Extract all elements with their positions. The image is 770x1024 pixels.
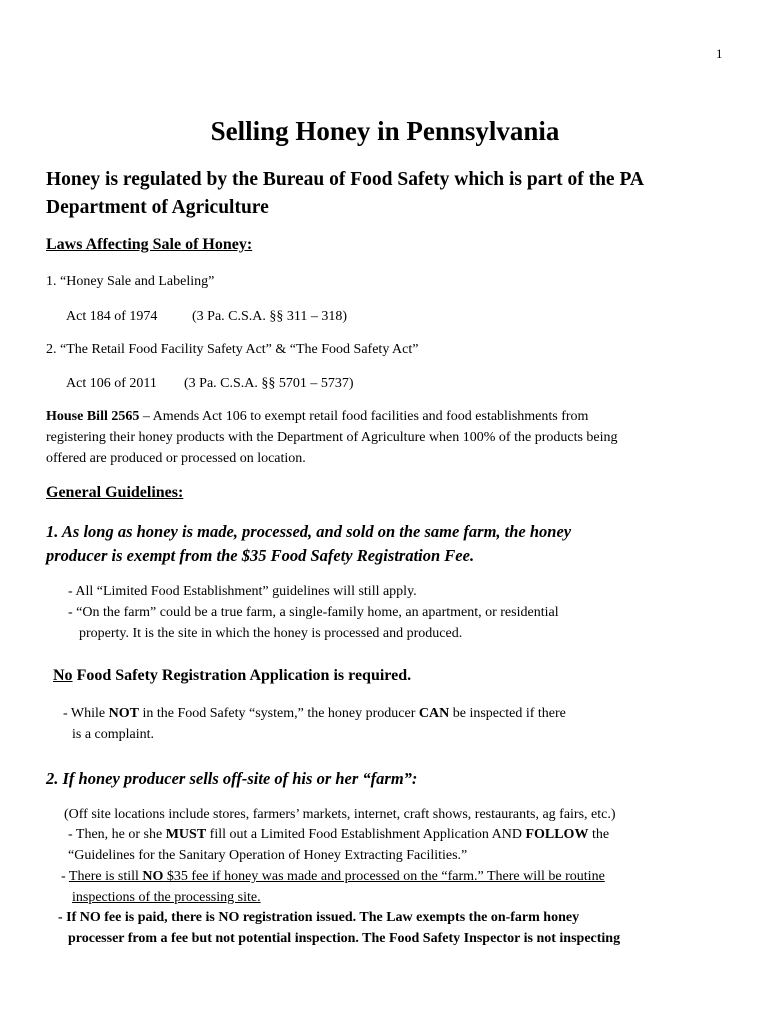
- guideline1-bullet-2-cont: property. It is the site in which the honey is processed and produced.: [79, 626, 463, 641]
- house-bill-line2: registering their honey products with the Department of Agriculture when 100% of the products being: [46, 430, 618, 445]
- must-line1: [68, 824, 609, 845]
- law-act-2: Act 106 of 2011: [66, 376, 157, 391]
- law-cite-1: (3 Pa. C.S.A. §§ 311 – 318): [192, 309, 348, 324]
- complaint-text-2: in the Food Safety “system,” the honey producer: [138, 706, 419, 721]
- follow-word: FOLLOW: [525, 827, 589, 842]
- guideline1-line2: producer is exempt from the $35 Food Safety Registration Fee.: [46, 546, 475, 565]
- must-text-3: the: [588, 827, 610, 842]
- fee-no-word: NO: [142, 869, 164, 884]
- fee-text-2: $35 fee if honey was made and processed on the “farm.” There will be routine: [163, 869, 605, 884]
- house-bill-label: House Bill 2565: [46, 409, 140, 424]
- guideline1-bullet-1: - All “Limited Food Establishment” guidelines will still apply.: [68, 584, 417, 599]
- must-text-1: - Then, he or she: [68, 827, 166, 842]
- fee-line1: [61, 866, 605, 887]
- page-number: 1: [716, 46, 723, 61]
- complaint-text-1: - While: [63, 706, 109, 721]
- nofee-line1: - If NO fee is paid, there is NO registration issued. The Law exempts the on-farm honey: [58, 910, 580, 925]
- no-registration-line: [53, 667, 411, 685]
- house-bill-text: – Amends Act 106 to exempt retail food facilities and food establishments from: [139, 409, 589, 424]
- law-cite-2: (3 Pa. C.S.A. §§ 5701 – 5737): [184, 376, 354, 391]
- must-word: MUST: [165, 827, 207, 842]
- guideline1-bullet-2: - “On the farm” could be a true farm, a single-family home, an apartment, or residential: [68, 605, 559, 620]
- fee-text-1: There is still: [68, 869, 143, 884]
- no-registration-text: Food Safety Registration Application is required.: [72, 667, 412, 684]
- guidelines-heading: General Guidelines:: [46, 484, 184, 501]
- nofee-line2: processer from a fee but not potential inspection. The Food Safety Inspector is not inspecting: [68, 931, 621, 946]
- offsite-locations: (Off site locations include stores, farmers’ markets, internet, craft shows, restaurants, ag fairs, etc.): [64, 807, 616, 822]
- law-item-2: 2. “The Retail Food Facility Safety Act” & “The Food Safety Act”: [46, 342, 419, 357]
- fee-dash: -: [61, 869, 69, 884]
- law-act-1: Act 184 of 1974: [66, 309, 158, 324]
- guideline1-line1: 1. As long as honey is made, processed, and sold on the same farm, the honey: [46, 522, 572, 541]
- laws-heading: Laws Affecting Sale of Honey:: [46, 236, 253, 253]
- complaint-line1: [63, 703, 566, 724]
- complaint-not: NOT: [108, 706, 139, 721]
- must-line2: “Guidelines for the Sanitary Operation of Honey Extracting Facilities.”: [68, 848, 468, 863]
- law-item-1: 1. “Honey Sale and Labeling”: [46, 274, 215, 289]
- complaint-text-3: be inspected if there: [449, 706, 566, 721]
- intro-heading-line2: Department of Agriculture: [46, 197, 269, 218]
- house-bill-line3: offered are produced or processed on location.: [46, 451, 306, 466]
- must-text-2: fill out a Limited Food Establishment Application AND: [206, 827, 526, 842]
- guideline2-heading: 2. If honey producer sells off-site of his or her “farm”:: [46, 769, 418, 788]
- page-title: Selling Honey in Pennsylvania: [210, 116, 560, 146]
- house-bill-line1: [46, 406, 588, 427]
- complaint-line2: is a complaint.: [72, 727, 155, 742]
- fee-underlined: [69, 869, 605, 884]
- fee-line2: inspections of the processing site.: [72, 890, 261, 905]
- no-word: No: [53, 667, 73, 684]
- complaint-can: CAN: [418, 706, 450, 721]
- intro-heading-line1: Honey is regulated by the Bureau of Food Safety which is part of the PA: [46, 169, 644, 190]
